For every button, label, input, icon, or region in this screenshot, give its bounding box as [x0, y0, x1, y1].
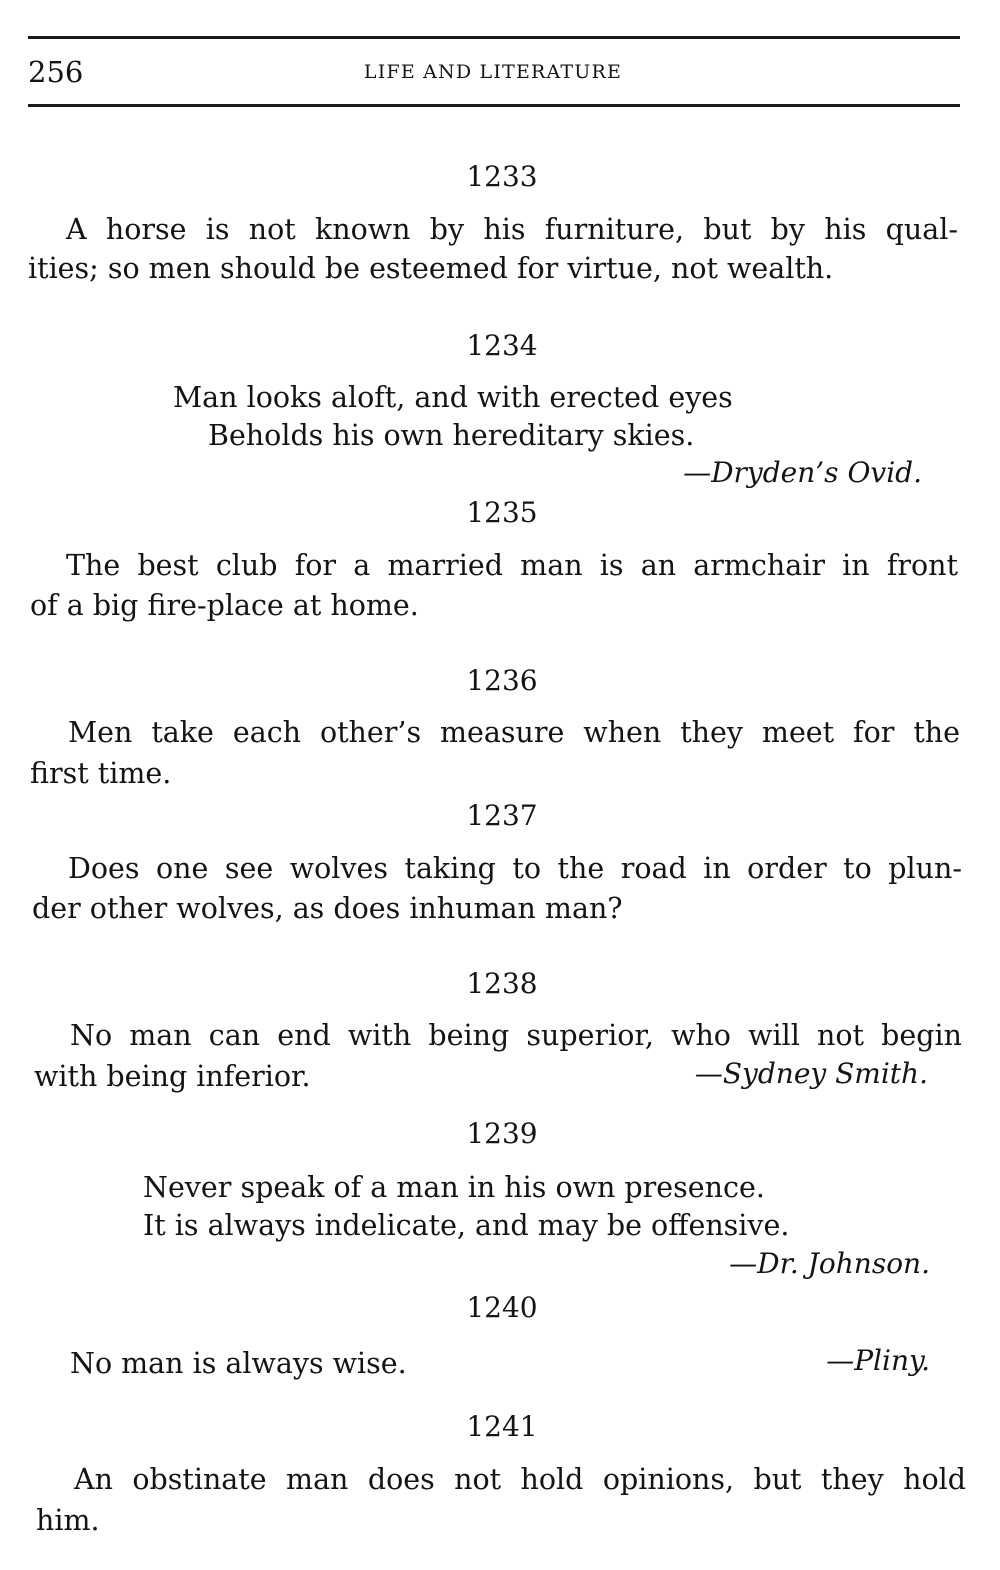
header-rule-bottom: [28, 104, 960, 107]
entry-number-1235: 1235: [466, 496, 538, 529]
entry-number-1236: 1236: [466, 664, 538, 697]
entry-number-1241: 1241: [466, 1410, 538, 1443]
entry-1234-verse-1: Man looks aloft, and with erected eyes: [173, 381, 733, 414]
page-number: 256: [28, 55, 84, 89]
running-head: LIFE AND LITERATURE: [363, 61, 623, 83]
entry-1237-line-1: Does one see wolves taking to the road in order to plun-: [68, 852, 962, 885]
entry-1241-line-2: him.: [36, 1504, 100, 1537]
entry-1236-line-1: Men take each other’s measure when they meet for the: [68, 716, 960, 749]
entry-1233-line-1: A horse is not known by his furniture, but by his qual-: [66, 213, 958, 246]
entry-1240-attribution: —Pliny.: [826, 1344, 930, 1377]
entry-1239-attribution: —Dr. Johnson.: [729, 1247, 930, 1280]
entry-1235-line-1: The best club for a married man is an armchair in front: [66, 549, 958, 582]
entry-1233-line-2: ities; so men should be esteemed for virtue, not wealth.: [28, 252, 834, 285]
entry-1241-line-1: An obstinate man does not hold opinions, but they hold: [74, 1463, 966, 1496]
entry-1238-line-1: No man can end with being superior, who will not begin: [70, 1019, 962, 1052]
header-rule-top: [28, 36, 960, 39]
entry-1239-verse-1: Never speak of a man in his own presence.: [143, 1171, 765, 1204]
entry-1239-verse-2: It is always indelicate, and may be offensive.: [143, 1209, 790, 1242]
entry-1236-line-2: first time.: [30, 757, 172, 790]
entry-1235-line-2: of a big fire-place at home.: [30, 589, 419, 622]
entry-1240-line-1: No man is always wise.: [70, 1347, 407, 1380]
entry-number-1240: 1240: [466, 1291, 538, 1324]
entry-number-1233: 1233: [466, 160, 538, 193]
entry-number-1237: 1237: [466, 799, 538, 832]
entry-1234-verse-2: Beholds his own hereditary skies.: [208, 419, 695, 452]
entry-1238-line-2: with being inferior.: [34, 1060, 311, 1093]
entry-1238-attribution: —Sydney Smith.: [694, 1057, 928, 1090]
entry-1237-line-2: der other wolves, as does inhuman man?: [32, 892, 623, 925]
entry-1234-attribution: —Dryden’s Ovid.: [683, 456, 922, 489]
entry-number-1239: 1239: [466, 1117, 538, 1150]
entry-number-1238: 1238: [466, 967, 538, 1000]
entry-number-1234: 1234: [466, 329, 538, 362]
